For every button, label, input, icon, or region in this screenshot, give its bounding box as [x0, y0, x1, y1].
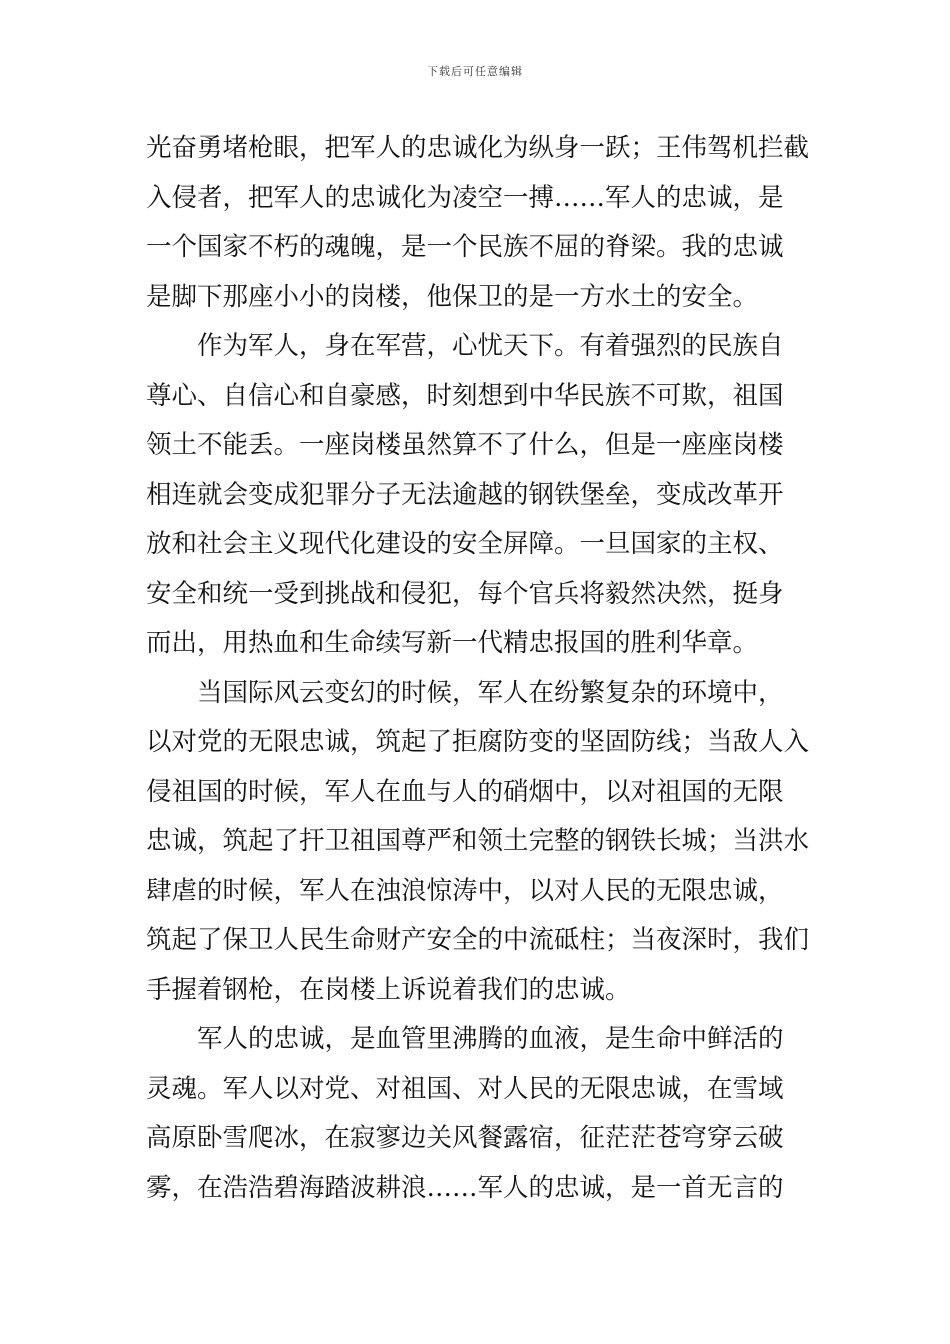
text-line: 放和社会主义现代化建设的安全屏障。一旦国家的主权、	[146, 529, 784, 559]
text-line: 灵魂。军人以对党、对祖国、对人民的无限忠诚，在雪域	[146, 1073, 784, 1104]
text-line: 光奋勇堵枪眼，把军人的忠诚化为纵身一跃；王伟驾机拦截	[146, 133, 810, 163]
text-line: 雾，在浩浩碧海踏波耕浪……军人的忠诚，是一首无言的	[146, 1172, 784, 1203]
text-line: 忠诚，筑起了扞卫祖国尊严和领土完整的钢铁长城；当洪水	[146, 826, 810, 856]
text-line: 肆虐的时候，军人在浊浪惊涛中，以对人民的无限忠诚，	[146, 875, 784, 906]
text-line: 一个国家不朽的魂魄，是一个民族不屈的脊梁。我的忠诚	[146, 232, 784, 262]
text-line: 而出，用热血和生命续写新一代精忠报国的胜利华章。	[146, 628, 759, 658]
document-body	[146, 124, 810, 1213]
text-line: 相连就会变成犯罪分子无法逾越的钢铁堡垒，变成改革开	[146, 479, 784, 510]
text-line: 筑起了保卫人民生命财产安全的中流砥柱；当夜深时，我们	[146, 925, 810, 955]
text-line: 侵祖国的时候，军人在血与人的硝烟中，以对祖国的无限	[146, 776, 784, 807]
page-header: 下载后可任意编辑	[427, 65, 523, 78]
paragraph-first-line: 军人的忠诚，是血管里沸腾的血液，是生命中鲜活的	[197, 1024, 784, 1054]
text-line: 安全和统一受到挑战和侵犯，每个官兵将毅然决然，挺身	[146, 578, 784, 609]
text-line: 以对党的无限忠诚，筑起了拒腐防变的坚固防线；当敌人入	[146, 727, 810, 757]
text-line: 高原卧雪爬冰，在寂寥边关风餐露宿，征茫茫苍穹穿云破	[146, 1123, 784, 1153]
text-line: 尊心、自信心和自豪感，时刻想到中华民族不可欺，祖国	[146, 380, 784, 411]
paragraph-first-line: 作为军人，身在军营，心忧天下。有着强烈的民族自	[197, 331, 784, 361]
text-line: 领土不能丢。一座岗楼虽然算不了什么，但是一座座岗楼	[146, 430, 784, 460]
text-line: 入侵者，把军人的忠诚化为凌空一搏……军人的忠诚，是	[146, 182, 784, 213]
paragraph-first-line: 当国际风云变幻的时候，军人在纷繁复杂的环境中，	[197, 677, 784, 708]
text-line: 是脚下那座小小的岗楼，他保卫的是一方水土的安全。	[146, 281, 759, 312]
text-line: 手握着钢枪，在岗楼上诉说着我们的忠诚。	[146, 974, 631, 1005]
